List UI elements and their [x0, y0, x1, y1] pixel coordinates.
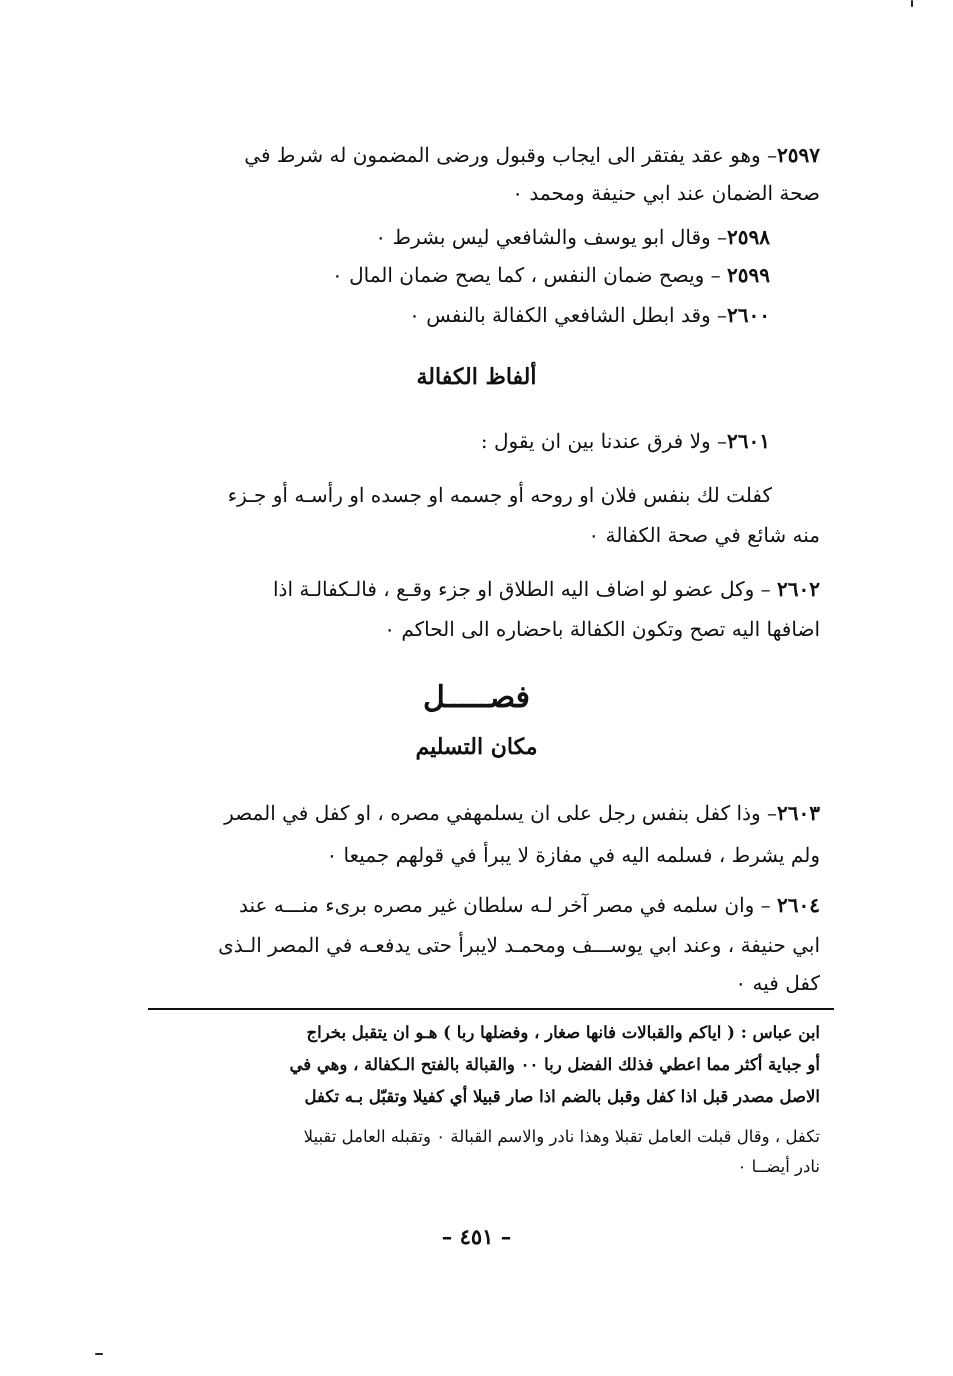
paragraph-text: صحة الضمان عند ابي حنيفة ومحمد ٠ — [512, 181, 820, 205]
footnote-text: الاصل مصدر قبل اذا كفل وقبل بالضم اذا صار قبيلا أي كفيلا وتقبّل بـه تكفل — [304, 1087, 820, 1106]
paragraph-number: ٢٦٠١ — [727, 429, 770, 453]
paragraph-number: ٢٥٩٩ — [727, 263, 770, 287]
paragraph-number: ٢٦٠٤ — [777, 893, 820, 917]
paragraph-2600 — [130, 302, 770, 328]
scan-mark-bottom-left — [95, 1353, 103, 1355]
paragraph-number: ٢٦٠٢ — [777, 577, 820, 601]
section-heading-kafala-terms: ألفاظ الكفالة — [416, 364, 537, 390]
footnote-text: تكفل ، وقال قبلت العامل تقبلا وهذا نادر والاسم القبالة ٠ وتقبله العامل تقبيلا — [303, 1127, 820, 1146]
paragraph-2602-line-1 — [130, 576, 820, 602]
paragraph-2603-line-1 — [130, 800, 820, 826]
paragraph-2601-quote-line-1 — [130, 482, 772, 508]
footnote-text: ابن عباس : ( اياكم والقبالات فانها صغار ، وفضلها ربا ) هـو ان يتقبل بخراج — [306, 1023, 820, 1042]
paragraph-2599 — [130, 262, 770, 288]
paragraph-number: ٢٥٩٧ — [777, 143, 820, 167]
footnote-line-3 — [130, 1084, 820, 1109]
paragraph-2604-line-1 — [130, 892, 820, 918]
paragraph-text: منه شائع في صحة الكفالة ٠ — [588, 523, 820, 547]
paragraph-number: ٢٥٩٨ — [727, 225, 770, 249]
paragraph-2597-line-2 — [130, 180, 820, 206]
paragraph-number: ٢٦٠٠ — [727, 303, 770, 327]
scan-mark-top-right — [911, 0, 913, 7]
footnote-line-5 — [130, 1154, 820, 1179]
paragraph-text: – وذا كفل بنفس رجل على ان يسلمهفي مصره ، او كفل في المصر — [224, 801, 778, 825]
page-number: – ٤٥١ – — [441, 1224, 512, 1249]
paragraph-text: – وهو عقد يفتقر الى ايجاب وقبول ورضى المضمون له شرط في — [244, 143, 778, 167]
paragraph-text: – ويصح ضمان النفس ، كما يصح ضمان المال ٠ — [331, 263, 728, 287]
paragraph-2604-line-3 — [130, 970, 820, 996]
section-heading-delivery-place: مكان التسليم — [415, 734, 538, 760]
paragraph-number: ٢٦٠٣ — [777, 801, 820, 825]
paragraph-text: ولم يشرط ، فسلمه اليه في مفازة لا يبرأ في قولهم جميعا ٠ — [326, 843, 820, 867]
footnote-line-1 — [130, 1020, 820, 1045]
paragraph-text: – وكل عضو لو اضاف اليه الطلاق او جزء وقـع ، فالـكفالـة اذا — [272, 577, 778, 601]
paragraph-text: – وقال ابو يوسف والشافعي ليس بشرط ٠ — [375, 225, 728, 249]
paragraph-2602-line-2 — [130, 616, 820, 642]
footnote-text: أو جباية أكثر مما اعطي فذلك الفضل ربا ٠٠ والقبالة بالفتح الـكفالة ، وهي في — [289, 1055, 820, 1074]
paragraph-text: – وان سلمه في مصر آخر لـه سلطان غير مصره برىء منـــه عند — [239, 893, 778, 917]
footnote-separator — [148, 1008, 834, 1010]
footnote-line-4 — [130, 1124, 820, 1149]
paragraph-2603-line-2 — [130, 842, 820, 868]
paragraph-2601 — [130, 428, 770, 454]
paragraph-2604-line-2 — [130, 932, 820, 958]
paragraph-2601-quote-line-2 — [130, 522, 820, 548]
chapter-heading-fasl: فصـــــل — [422, 680, 531, 715]
footnote-line-2 — [130, 1052, 820, 1077]
paragraph-text: كفل فيه ٠ — [735, 971, 820, 995]
paragraph-text: – وقد ابطل الشافعي الكفالة بالنفس ٠ — [409, 303, 728, 327]
footnote-text: نادر أيضــا ٠ — [737, 1157, 820, 1176]
paragraph-2597-line-1 — [130, 142, 820, 168]
paragraph-text: – ولا فرق عندنا بين ان يقول : — [480, 429, 728, 453]
paragraph-text: كفلت لك بنفس فلان او روحه أو جسمه او جسده او رأسـه أو جـزء — [227, 483, 772, 507]
paragraph-2598 — [130, 224, 770, 250]
paragraph-text: اضافها اليه تصح وتكون الكفالة باحضاره الى الحاكم ٠ — [384, 617, 820, 641]
paragraph-text: ابي حنيفة ، وعند ابي يوســـف ومحمـد لايبرأ حتى يدفعـه في المصر الـذى — [218, 933, 820, 957]
